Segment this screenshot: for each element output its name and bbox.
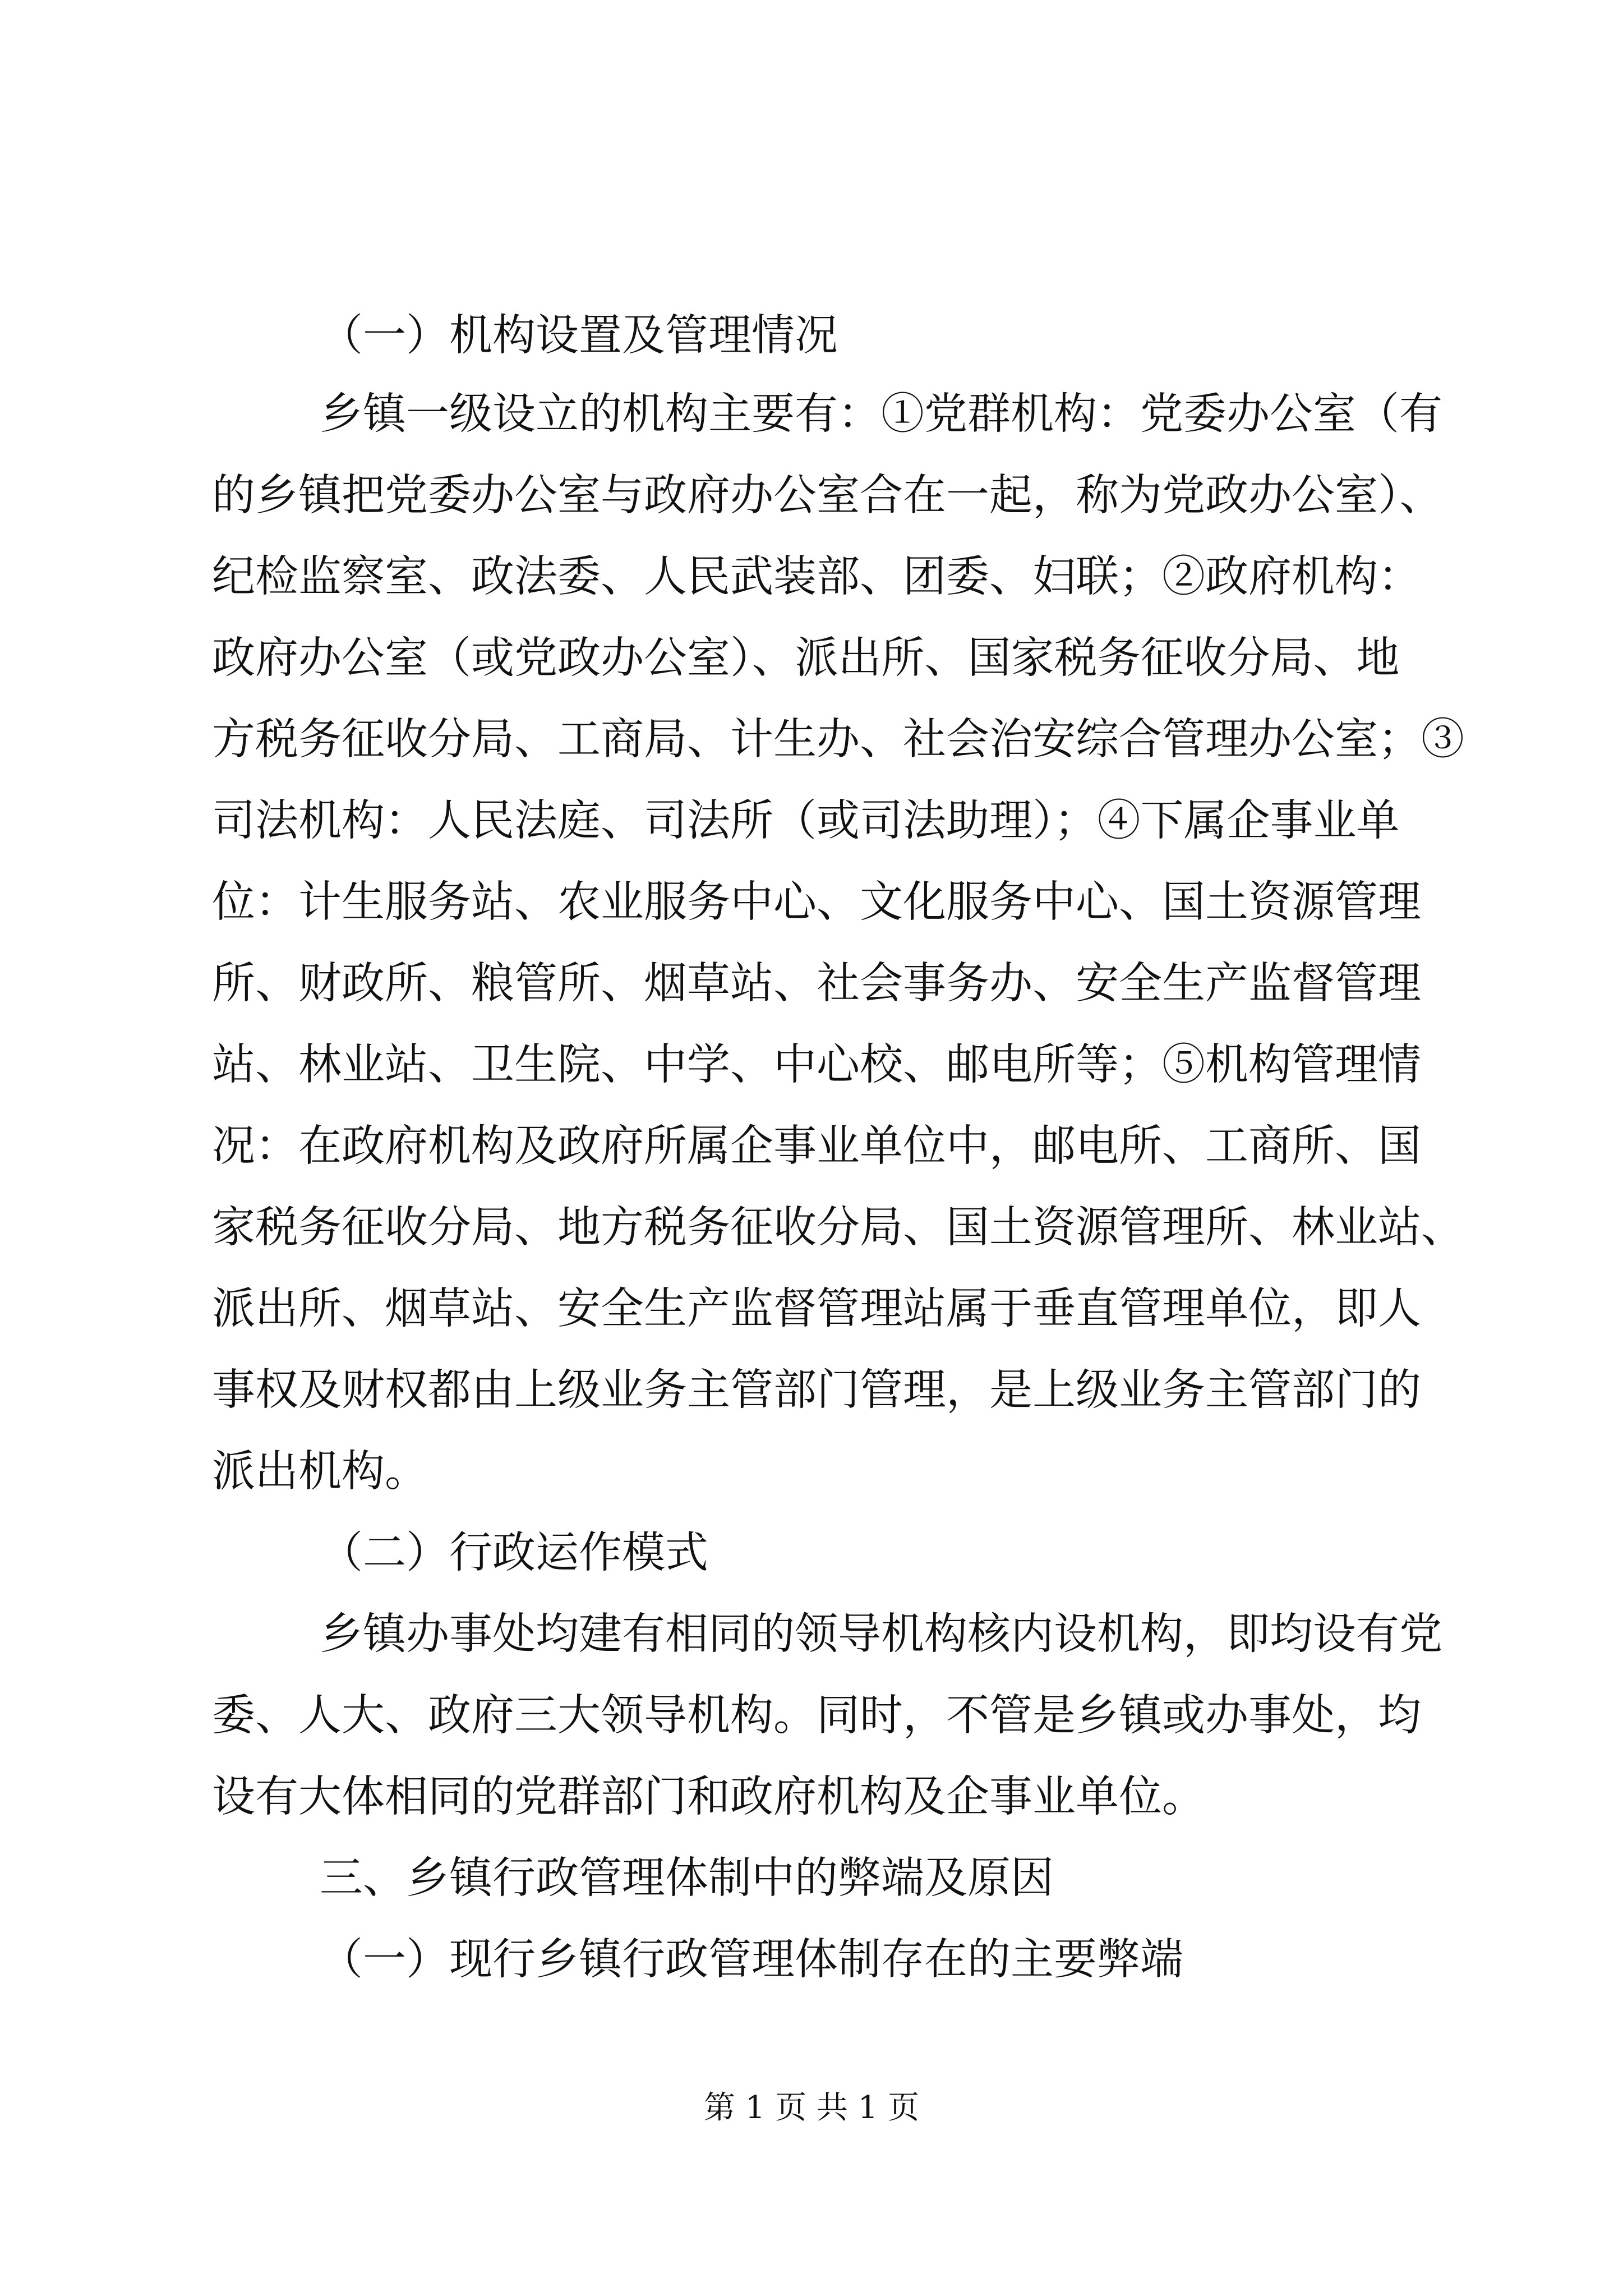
- page-footer: 第 1 页 共 1 页: [703, 2090, 920, 2126]
- body-line: 设有大体相同的党群部门和政府机构及企事业单位。: [212, 1772, 1205, 1822]
- body-line: 纪检监察室、政法委、人民武装部、团委、妇联；②政府机构：: [212, 552, 1421, 602]
- body-line: 的乡镇把党委办公室与政府办公室合在一起，称为党政办公室）、: [212, 471, 1443, 521]
- body-line: 家税务征收分局、地方税务征收分局、国土资源管理所、林业站、: [212, 1203, 1464, 1253]
- body-line: 况：在政府机构及政府所属企事业单位中，邮电所、工商所、国: [212, 1121, 1421, 1171]
- body-line: 位：计生服务站、农业服务中心、文化服务中心、国土资源管理: [212, 877, 1421, 927]
- body-line: 方税务征收分局、工商局、计生办、社会治安综合管理办公室；③: [212, 715, 1464, 765]
- section-heading-2: （二）行政运作模式: [320, 1528, 708, 1578]
- chapter-heading-3: 三、乡镇行政管理体制中的弊端及原因: [320, 1853, 1054, 1903]
- body-line: 站、林业站、卫生院、中学、中心校、邮电所等；⑤机构管理情: [212, 1040, 1421, 1090]
- body-line: 政府办公室（或党政办公室）、派出所、国家税务征收分局、地: [212, 633, 1400, 683]
- body-line: 司法机构：人民法庭、司法所（或司法助理）；④下属企事业单: [212, 796, 1400, 846]
- body-line: 所、财政所、粮管所、烟草站、社会事务办、安全生产监督管理: [212, 959, 1421, 1009]
- body-line: 派出机构。: [212, 1447, 428, 1497]
- section-heading-3-1: （一）现行乡镇行政管理体制存在的主要弊端: [320, 1935, 1183, 1985]
- body-line: 乡镇一级设立的机构主要有：①党群机构：党委办公室（有: [320, 389, 1442, 439]
- body-line: 乡镇办事处均建有相同的领导机构核内设机构，即均设有党: [320, 1609, 1442, 1659]
- section-heading-1: （一）机构设置及管理情况: [320, 311, 838, 361]
- body-line: 委、人大、政府三大领导机构。同时，不管是乡镇或办事处，均: [212, 1691, 1421, 1741]
- body-line: 派出所、烟草站、安全生产监督管理站属于垂直管理单位，即人: [212, 1284, 1421, 1334]
- body-line: 事权及财权都由上级业务主管部门管理，是上级业务主管部门的: [212, 1365, 1421, 1415]
